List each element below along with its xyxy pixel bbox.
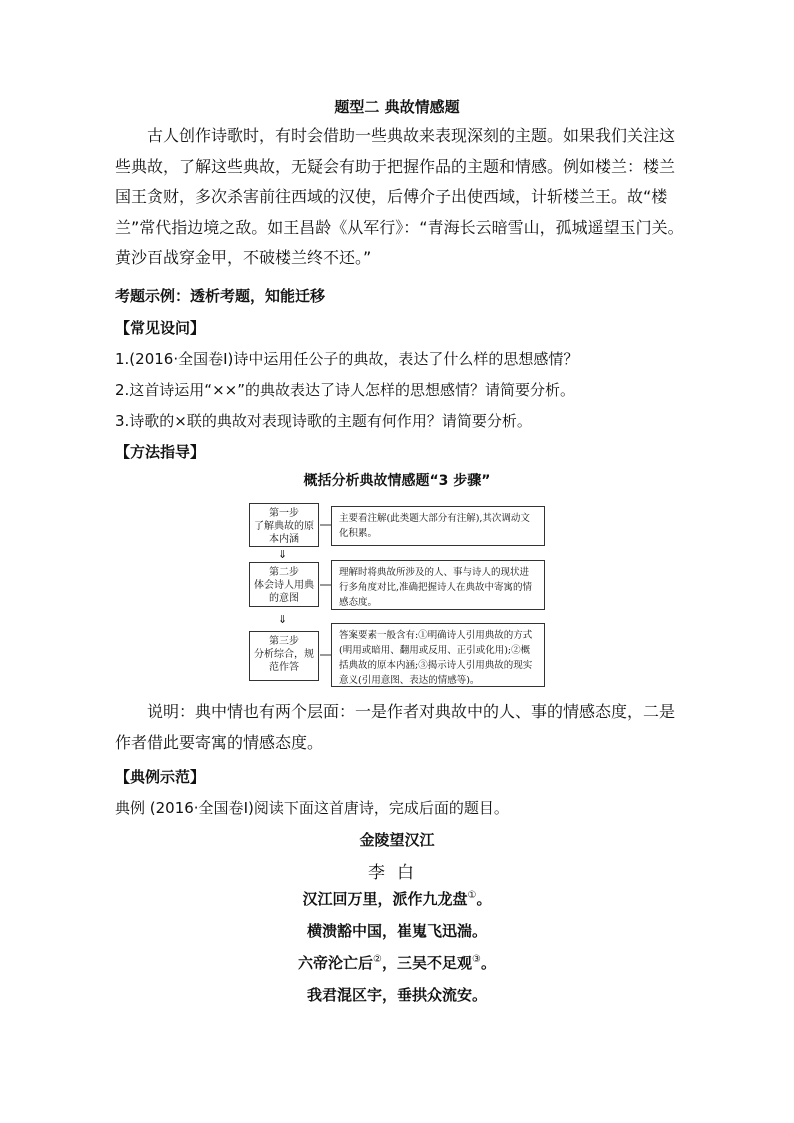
question-1: 1.(2016·全国卷Ⅰ)诗中运用任公子的典故，表达了什么样的思想感情？ bbox=[115, 350, 579, 368]
step-1-text: 了解典故的原本内涵 bbox=[254, 521, 314, 545]
poem-line-3-mid: ，三吴不足观 bbox=[381, 954, 472, 972]
arrow-down-icon: ⇓ bbox=[278, 548, 288, 561]
step-3-text: 分析综合，规范作答 bbox=[254, 649, 314, 673]
exam-heading: 考题示例：透析考题，知能迁移 bbox=[115, 287, 326, 305]
step-2-label: 第二步 bbox=[269, 567, 299, 578]
method-heading: 【方法指导】 bbox=[115, 443, 206, 461]
poem-title: 金陵望汉江 bbox=[359, 831, 435, 849]
arrow-down-icon: ⇓ bbox=[278, 613, 288, 626]
example-heading: 【典例示范】 bbox=[115, 768, 206, 786]
poem-line-1-end: 。 bbox=[476, 890, 492, 908]
step-2-description: 理解时将典故所涉及的人、事与诗人的现状进行多角度对比,准确把握诗人在典故中寄寓的情感态度。 bbox=[331, 560, 545, 610]
poem-line-3-end: 。 bbox=[480, 954, 496, 972]
poem-line-2 bbox=[0, 920, 794, 941]
footnote-marker: ② bbox=[373, 954, 382, 965]
step-2-text: 体会诗人用典的意图 bbox=[254, 580, 314, 604]
poem-line-2-text: 横溃豁中国，崔嵬飞迅湍。 bbox=[306, 922, 487, 940]
step-3-label: 第三步 bbox=[269, 636, 299, 647]
step-1-label: 第一步 bbox=[269, 508, 299, 519]
step-3-description: 答案要素一般含有:①明确诗人引用典故的方式(明用或暗用、翻用或反用、正引或化用);②概括典故的原本内涵;③揭示诗人引用典故的现实意义(引用意图、表达的情感等)。 bbox=[331, 623, 545, 687]
step-1-box bbox=[249, 503, 319, 547]
poem-line-4 bbox=[0, 984, 794, 1005]
poem-line-1 bbox=[0, 888, 794, 909]
poem-line-4-text: 我君混区宇，垂拱众流安。 bbox=[306, 986, 487, 1004]
question-3: 3.诗歌的×联的典故对表现诗歌的主题有何作用？请简要分析。 bbox=[115, 412, 532, 430]
section-title: 题型二 典故情感题 bbox=[334, 98, 460, 116]
step-2-box bbox=[249, 562, 319, 607]
poem-line-3-text: 六帝沦亡后 bbox=[298, 954, 374, 972]
poem-line-1-text: 汉江回万里，派作九龙盘 bbox=[302, 890, 468, 908]
diagram-caption: 概括分析典故情感题“3 步骤” bbox=[303, 473, 491, 489]
example-intro: 典例 (2016·全国卷Ⅰ)阅读下面这首唐诗，完成后面的题目。 bbox=[115, 799, 509, 817]
note-paragraph: 说明：典中情也有两个层面：一是作者对典故中的人、事的情感态度，二是作者借此要寄寓的情感态度。 bbox=[115, 702, 676, 752]
step-3-box bbox=[249, 631, 319, 681]
footnote-marker: ① bbox=[467, 890, 477, 901]
poem-line-3 bbox=[0, 952, 794, 973]
poem-author: 李白 bbox=[368, 863, 426, 883]
step-1-description: 主要看注解(此类题大部分有注解),其次调动文化积累。 bbox=[331, 506, 545, 546]
intro-paragraph: 古人创作诗歌时，有时会借助一些典故来表现深刻的主题。如果我们关注这些典故，了解这些典故，无疑会有助于把握作品的主题和情感。例如楼兰：楼兰国王贪财，多次杀害前往西域的汉使，后傅介子出使西域，计斩楼兰王。故“楼兰”常代指边境之敌。如王昌龄《从军行》：“青海长云暗雪山，孤城遥望玉门关。黄沙百战穿金甲，不破楼兰终不还。” bbox=[115, 126, 684, 267]
question-2: 2.这首诗运用“××”的典故表达了诗人怎样的思想感情？请简要分析。 bbox=[115, 381, 575, 399]
questions-heading: 【常见设问】 bbox=[115, 319, 206, 337]
footnote-marker: ③ bbox=[472, 954, 481, 965]
